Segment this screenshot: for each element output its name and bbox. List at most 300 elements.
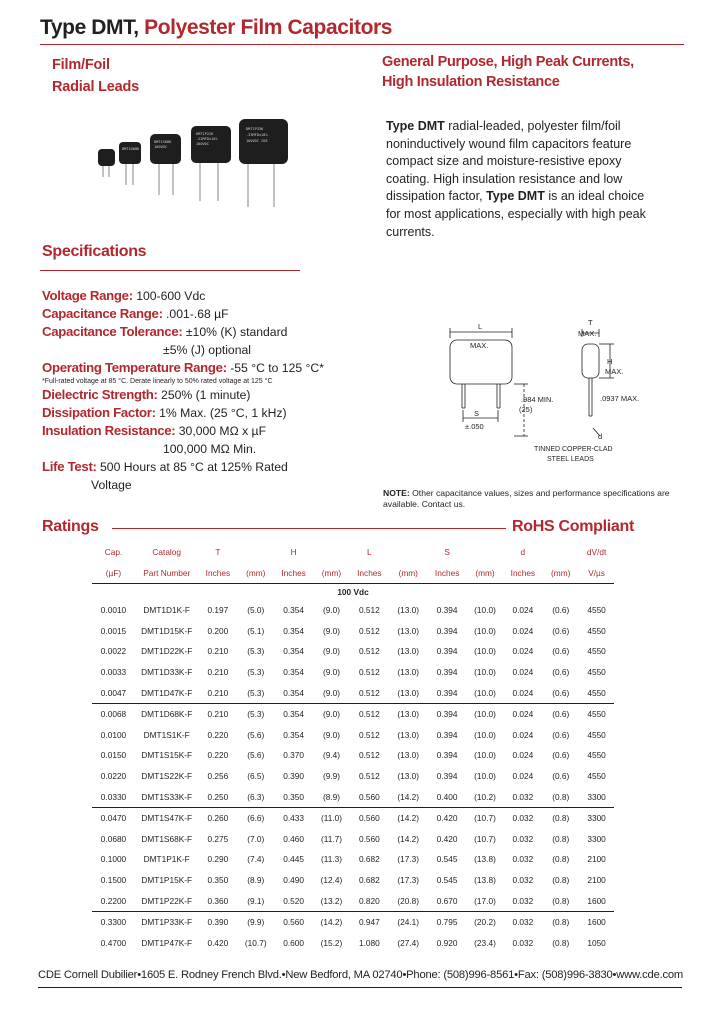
table-cell: 0.512	[350, 703, 389, 724]
table-cell: (13.8)	[474, 854, 496, 865]
table-cell: (0.6)	[552, 667, 570, 678]
table-cell: (17.3)	[397, 854, 420, 865]
table-cell: 0.024	[512, 667, 534, 678]
table-cell: (0.8)	[552, 833, 570, 844]
table-cell: (8.9)	[322, 791, 341, 802]
table-cell: 0.460	[283, 833, 304, 844]
table-cell: 0.210	[207, 646, 229, 657]
table-cell: 4550	[587, 729, 606, 740]
table-row	[92, 766, 614, 787]
table-cell: 0.032	[512, 937, 534, 948]
column-header	[467, 541, 504, 562]
table-cell: (10.0)	[474, 625, 496, 636]
table-cell: (9.0)	[322, 646, 341, 657]
ratings-table	[92, 541, 614, 953]
table-cell: (13.2)	[320, 895, 343, 906]
table-cell: (5.3)	[237, 703, 274, 724]
table-cell: (7.0)	[247, 833, 265, 844]
table-cell: 0.024	[512, 605, 534, 616]
table-cell: 0.354	[283, 605, 304, 616]
table-cell: 0.390	[198, 911, 237, 932]
table-cell: (10.0)	[474, 729, 496, 740]
desc-bold: Type DMT	[486, 189, 545, 204]
column-header	[389, 541, 428, 562]
column-header: (mm)	[475, 567, 495, 578]
table-cell: 0.1000	[100, 854, 127, 865]
lead-material: STEEL LEADS	[547, 456, 594, 463]
table-cell: 0.490	[283, 875, 304, 886]
table-cell: (10.0)	[474, 646, 496, 657]
table-cell: 0.920	[436, 937, 458, 948]
column-header: (mm)	[246, 567, 266, 578]
table-cell: (10.7)	[244, 937, 267, 948]
table-cell: 0.024	[512, 625, 534, 636]
table-cell: (13.0)	[397, 750, 420, 761]
dim-d-label: d	[598, 432, 603, 441]
table-cell: (20.2)	[467, 911, 504, 932]
table-cell: 0.032	[512, 833, 534, 844]
table-cell: (5.3)	[247, 646, 265, 657]
table-cell: DMT1D68K-F	[135, 703, 198, 724]
table-cell: (6.5)	[247, 771, 265, 782]
spec-label: Dielectric Strength:	[42, 387, 158, 402]
table-cell: (9.0)	[322, 729, 341, 740]
table-cell: DMT1S47K-F	[135, 807, 198, 828]
table-row	[92, 849, 614, 870]
spec-label: Operating Temperature Range:	[42, 360, 227, 375]
column-header: H	[290, 546, 297, 557]
table-cell: 0.2200	[100, 895, 127, 906]
table-cell: (0.8)	[542, 807, 579, 828]
spec-value-continued: Voltage	[91, 478, 132, 492]
spec-label: Capacitance Tolerance:	[42, 324, 183, 339]
column-header: Inches	[434, 567, 460, 578]
subtitle-line: Film/Foil	[52, 57, 110, 73]
table-cell: 0.250	[207, 791, 229, 802]
table-cell: (14.2)	[313, 911, 350, 932]
spec-dielectric-strength	[42, 386, 362, 404]
table-cell: 0.032	[512, 895, 534, 906]
column-header: Inches	[281, 567, 306, 578]
table-cell: 0.0015	[100, 625, 127, 636]
table-cell: 0.024	[512, 750, 534, 761]
specifications-heading: Specifications	[42, 243, 147, 260]
column-header	[313, 541, 350, 562]
table-cell: (5.6)	[247, 750, 265, 761]
table-cell: 0.394	[436, 729, 458, 740]
table-cell: (13.0)	[397, 687, 420, 698]
column-header: V/µs	[588, 567, 605, 578]
product-description	[386, 118, 656, 241]
table-cell: DMT1D33K-F	[141, 667, 193, 678]
dimension-diagram	[432, 318, 688, 468]
column-header: Catalog	[152, 546, 182, 557]
note-label: NOTE:	[383, 488, 410, 498]
column-header: Part Number	[143, 567, 191, 578]
table-cell: DMT1P1K-F	[143, 854, 190, 865]
table-cell: (9.0)	[322, 687, 341, 698]
table-cell: 0.394	[428, 703, 467, 724]
table-cell: 0.394	[436, 771, 458, 782]
table-cell: 0.220	[207, 750, 229, 761]
table-cell: (20.8)	[397, 895, 420, 906]
table-cell: 0.256	[207, 771, 229, 782]
column-header: Inches	[510, 567, 536, 578]
table-cell: 0.560	[358, 791, 380, 802]
title-divider	[40, 44, 684, 45]
table-cell: 0.210	[207, 667, 229, 678]
table-cell: 2100	[587, 854, 606, 865]
table-cell: (6.3)	[247, 791, 265, 802]
footer-contact: CDE Cornell Dubilier•1605 E. Rodney French Blvd.•New Bedford, MA 02740•Phone: (508)996-8561•Fax: (508)996-3830•www.cde.com	[38, 969, 684, 981]
table-cell: (9.1)	[247, 895, 265, 906]
cap-marking: .33MFD±10%	[246, 133, 268, 137]
table-cell: 0.682	[358, 854, 380, 865]
table-cell: (13.0)	[397, 646, 420, 657]
table-cell: DMT1D15K-F	[141, 625, 193, 636]
table-cell: 0.433	[274, 807, 313, 828]
specifications-divider	[40, 270, 300, 271]
table-cell: 0.394	[436, 605, 458, 616]
spec-dissipation-factor	[42, 404, 362, 422]
table-cell: 4550	[587, 605, 606, 616]
table-cell: (10.7)	[474, 833, 496, 844]
table-cell: 3300	[587, 791, 606, 802]
table-cell: 0.560	[350, 807, 389, 828]
table-cell: 0.560	[358, 833, 380, 844]
table-cell: (24.1)	[389, 911, 428, 932]
table-cell: (5.0)	[247, 605, 265, 616]
table-cell: (14.2)	[389, 807, 428, 828]
table-cell: DMT1P15K-F	[141, 875, 193, 886]
table-cell: (0.6)	[552, 646, 570, 657]
spec-value: -55 °C to 125 °C*	[226, 361, 324, 375]
table-cell: DMT1D47K-F	[141, 687, 193, 698]
table-cell: (27.4)	[397, 937, 420, 948]
capacitor-1	[98, 149, 115, 166]
spec-value: 30,000 MΩ x µF	[175, 424, 267, 438]
cap-marking: DMT1P33K	[246, 127, 264, 131]
table-cell: 0.512	[358, 771, 380, 782]
table-cell: (13.0)	[397, 771, 420, 782]
table-cell: 0.420	[428, 807, 467, 828]
table-cell: (9.4)	[322, 750, 341, 761]
table-cell: 0.394	[436, 750, 458, 761]
table-cell: (17.0)	[474, 895, 496, 906]
table-cell: 1.080	[358, 937, 380, 948]
table-cell: 0.210	[198, 703, 237, 724]
table-cell: (10.7)	[467, 807, 504, 828]
table-cell: (0.8)	[552, 937, 570, 948]
table-cell: 0.394	[436, 687, 458, 698]
table-cell: 4550	[587, 646, 606, 657]
table-cell: (14.2)	[397, 791, 420, 802]
cap-marking: 100VDC CDE	[246, 139, 268, 143]
dim-lead-length-mm: (25)	[519, 405, 533, 414]
table-cell: (11.7)	[320, 833, 343, 844]
table-cell: DMT1P47K-F	[141, 937, 193, 948]
table-cell: 0.0330	[100, 791, 127, 802]
table-cell: 0.032	[512, 791, 534, 802]
title-main: Polyester Film Capacitors	[138, 16, 393, 39]
table-cell: 3300	[587, 833, 606, 844]
dim-T-label: T	[588, 318, 593, 327]
table-cell: 0.354	[283, 687, 304, 698]
column-header	[542, 541, 579, 562]
table-cell: 0.354	[283, 729, 304, 740]
table-cell: (9.0)	[322, 605, 341, 616]
spec-value: 500 Hours at 85 °C at 125% Rated	[96, 460, 288, 474]
table-cell: (0.6)	[552, 687, 570, 698]
table-cell: (11.0)	[313, 807, 350, 828]
table-cell: (5.3)	[247, 667, 265, 678]
ratings-table-body	[92, 584, 614, 954]
table-cell: 0.200	[207, 625, 229, 636]
table-cell: 3300	[579, 807, 614, 828]
table-cell: 1600	[579, 911, 614, 932]
spec-value: ±10% (K) standard	[182, 325, 288, 339]
dim-T-max: MAX.	[578, 329, 597, 338]
ratings-table-header	[92, 541, 614, 584]
table-cell: 0.024	[503, 703, 542, 724]
table-cell: 0.512	[358, 605, 380, 616]
table-cell: 0.682	[358, 875, 380, 886]
lead-material: TINNED COPPER-CLAD	[534, 446, 613, 453]
table-cell: (0.8)	[542, 911, 579, 932]
table-cell: DMT1S68K-F	[141, 833, 193, 844]
voltage-label: 100 Vdc	[92, 584, 614, 601]
table-cell: 1050	[587, 937, 606, 948]
table-cell: 0.947	[350, 911, 389, 932]
cap-marking: 100VDC	[154, 145, 167, 149]
dim-S-tolerance: ±.050	[465, 422, 484, 431]
voltage-row	[92, 584, 614, 601]
table-row	[92, 829, 614, 850]
table-cell: 0.354	[283, 646, 304, 657]
table-cell: (6.6)	[237, 807, 274, 828]
table-cell: 0.275	[207, 833, 229, 844]
table-cell: (13.0)	[397, 729, 420, 740]
capacitor-2	[119, 142, 141, 164]
table-cell: 0.210	[207, 687, 229, 698]
table-cell: (13.0)	[397, 667, 420, 678]
spec-capacitance-tolerance	[42, 323, 362, 341]
specifications-list	[42, 287, 362, 494]
spec-label: Insulation Resistance:	[42, 423, 176, 438]
table-cell: (0.6)	[542, 703, 579, 724]
table-cell: 0.394	[436, 625, 458, 636]
table-cell: (13.8)	[474, 875, 496, 886]
table-cell: 0.512	[358, 729, 380, 740]
table-row	[92, 745, 614, 766]
table-cell: (9.9)	[237, 911, 274, 932]
table-cell: 0.0470	[92, 807, 135, 828]
table-cell: 0.400	[436, 791, 458, 802]
table-cell: 4550	[579, 703, 614, 724]
column-header: Cap.	[104, 546, 123, 557]
table-cell: (9.0)	[322, 667, 341, 678]
desc-text: is an ideal choice for most applications, especially with high peak currents.	[386, 189, 646, 239]
table-cell: (0.6)	[552, 771, 570, 782]
desc-text: radial-leaded, polyester film/foil noninductively wound film capacitors feature compact size and moisture-resistive epoxy coating. High insulation resistance and low dissipation factor,	[386, 119, 632, 204]
cap-marking: DMT1P22K	[196, 132, 214, 136]
table-cell: 0.0047	[100, 687, 127, 698]
table-cell: 0.360	[207, 895, 229, 906]
note-text: Other capacitance values, sizes and performance specifications are available. Contact us.	[383, 488, 670, 509]
dim-H-label: H	[607, 357, 613, 366]
spec-value: 100-600 Vdc	[132, 289, 206, 303]
column-header: (mm)	[398, 567, 418, 578]
column-header: S	[444, 546, 450, 557]
column-header: Inches	[357, 567, 382, 578]
table-cell: 0.024	[512, 729, 534, 740]
spec-value: 250% (1 minute)	[157, 388, 251, 402]
dim-L-max: MAX.	[470, 341, 489, 350]
table-cell: (0.6)	[552, 729, 570, 740]
table-cell: 0.545	[436, 875, 458, 886]
table-cell: 0.545	[436, 854, 458, 865]
table-cell: 0.0022	[100, 646, 127, 657]
table-row	[92, 807, 614, 828]
header-row	[92, 541, 614, 562]
table-cell: (9.9)	[322, 771, 341, 782]
table-cell: DMT1S33K-F	[141, 791, 193, 802]
table-cell: (9.0)	[322, 625, 341, 636]
table-cell: (10.2)	[474, 791, 496, 802]
subtitle-line: High Insulation Resistance	[382, 74, 560, 90]
table-cell: 0.260	[198, 807, 237, 828]
table-row	[92, 703, 614, 724]
table-cell: 0.354	[283, 667, 304, 678]
title-prefix: Type DMT,	[40, 16, 139, 39]
table-cell: 0.512	[358, 667, 380, 678]
table-cell: (11.3)	[320, 854, 343, 865]
table-cell: 4550	[587, 667, 606, 678]
table-cell: (7.4)	[247, 854, 265, 865]
spec-label: Dissipation Factor:	[42, 405, 156, 420]
cap-marking: .22MFD±10%	[196, 137, 218, 141]
table-cell: 0.820	[358, 895, 380, 906]
table-cell: 0.394	[436, 667, 458, 678]
table-cell: 0.512	[358, 687, 380, 698]
table-cell: 4550	[587, 771, 606, 782]
table-cell: 0.0068	[92, 703, 135, 724]
table-cell: (10.0)	[474, 687, 496, 698]
dim-H-max: MAX.	[605, 367, 624, 376]
table-cell: (13.0)	[389, 703, 428, 724]
table-cell: 0.445	[283, 854, 304, 865]
table-cell: 0.4700	[100, 937, 127, 948]
table-cell: 0.670	[436, 895, 458, 906]
table-cell: (13.0)	[397, 625, 420, 636]
table-cell: (8.9)	[247, 875, 265, 886]
table-row	[92, 786, 614, 807]
table-cell: 0.390	[283, 771, 304, 782]
table-row	[92, 933, 614, 954]
table-cell: 0.354	[283, 625, 304, 636]
table-cell: 0.0100	[100, 729, 127, 740]
table-row	[92, 870, 614, 891]
dim-L-label: L	[478, 322, 483, 331]
dim-lead-length: .984 MIN.	[521, 395, 554, 404]
table-row	[92, 621, 614, 642]
cap-marking: DMT1S68K	[154, 140, 172, 144]
subtitle-left	[52, 54, 139, 98]
table-cell: 0.512	[358, 646, 380, 657]
table-row	[92, 641, 614, 662]
table-cell: (23.4)	[474, 937, 496, 948]
table-cell: 4550	[587, 687, 606, 698]
table-row	[92, 682, 614, 703]
table-cell: 0.420	[436, 833, 458, 844]
table-cell: (12.4)	[320, 875, 343, 886]
column-header: (mm)	[551, 567, 571, 578]
table-cell: DMT1P33K-F	[135, 911, 198, 932]
table-cell: (10.0)	[474, 771, 496, 782]
table-cell: 0.0680	[100, 833, 127, 844]
table-cell: 0.420	[207, 937, 229, 948]
column-header: T	[215, 546, 221, 557]
spec-operating-temperature	[42, 359, 362, 377]
ratings-heading: Ratings	[42, 518, 99, 535]
table-cell: (0.8)	[552, 895, 570, 906]
table-cell: 0.512	[358, 625, 380, 636]
table-cell: 0.024	[512, 771, 534, 782]
table-cell: 0.197	[207, 605, 229, 616]
table-cell: 0.1500	[100, 875, 127, 886]
spec-value: .001-.68 µF	[162, 307, 229, 321]
table-cell: (0.8)	[552, 854, 570, 865]
table-row	[92, 911, 614, 932]
table-row	[92, 600, 614, 621]
table-cell: 0.394	[436, 646, 458, 657]
table-cell: DMT1S15K-F	[141, 750, 193, 761]
rohs-compliant: RoHS Compliant	[512, 518, 635, 535]
page-title	[40, 16, 392, 40]
table-cell: 2100	[587, 875, 606, 886]
product-photo	[88, 115, 310, 215]
table-cell: (5.3)	[247, 687, 265, 698]
table-cell: 0.0150	[100, 750, 127, 761]
table-cell: (13.0)	[397, 605, 420, 616]
table-cell: 0.032	[512, 854, 534, 865]
table-cell: 0.032	[512, 875, 534, 886]
spec-value: 1% Max. (25 °C, 1 kHz)	[155, 406, 287, 420]
note	[383, 488, 683, 510]
spec-voltage-range	[42, 287, 362, 305]
spec-label: Capacitance Range:	[42, 306, 163, 321]
table-cell: DMT1P22K-F	[141, 895, 193, 906]
dim-S-label: S	[474, 409, 480, 418]
table-cell: 0.024	[512, 687, 534, 698]
table-cell: 0.370	[283, 750, 304, 761]
table-cell: (0.8)	[552, 875, 570, 886]
table-cell: (0.6)	[552, 750, 570, 761]
table-cell: (0.8)	[552, 791, 570, 802]
column-header: (µF)	[105, 567, 122, 578]
table-cell: 0.0033	[100, 667, 127, 678]
table-cell: 0.520	[283, 895, 304, 906]
table-cell: (9.0)	[313, 703, 350, 724]
table-cell: (10.0)	[467, 703, 504, 724]
cap-marking: DMT1D68K	[122, 147, 140, 151]
spec-label: Life Test:	[42, 459, 97, 474]
table-cell: 0.350	[207, 875, 229, 886]
column-header: (mm)	[321, 567, 342, 578]
table-cell: 0.350	[283, 791, 304, 802]
table-cell: 0.290	[207, 854, 229, 865]
column-header	[237, 541, 274, 562]
